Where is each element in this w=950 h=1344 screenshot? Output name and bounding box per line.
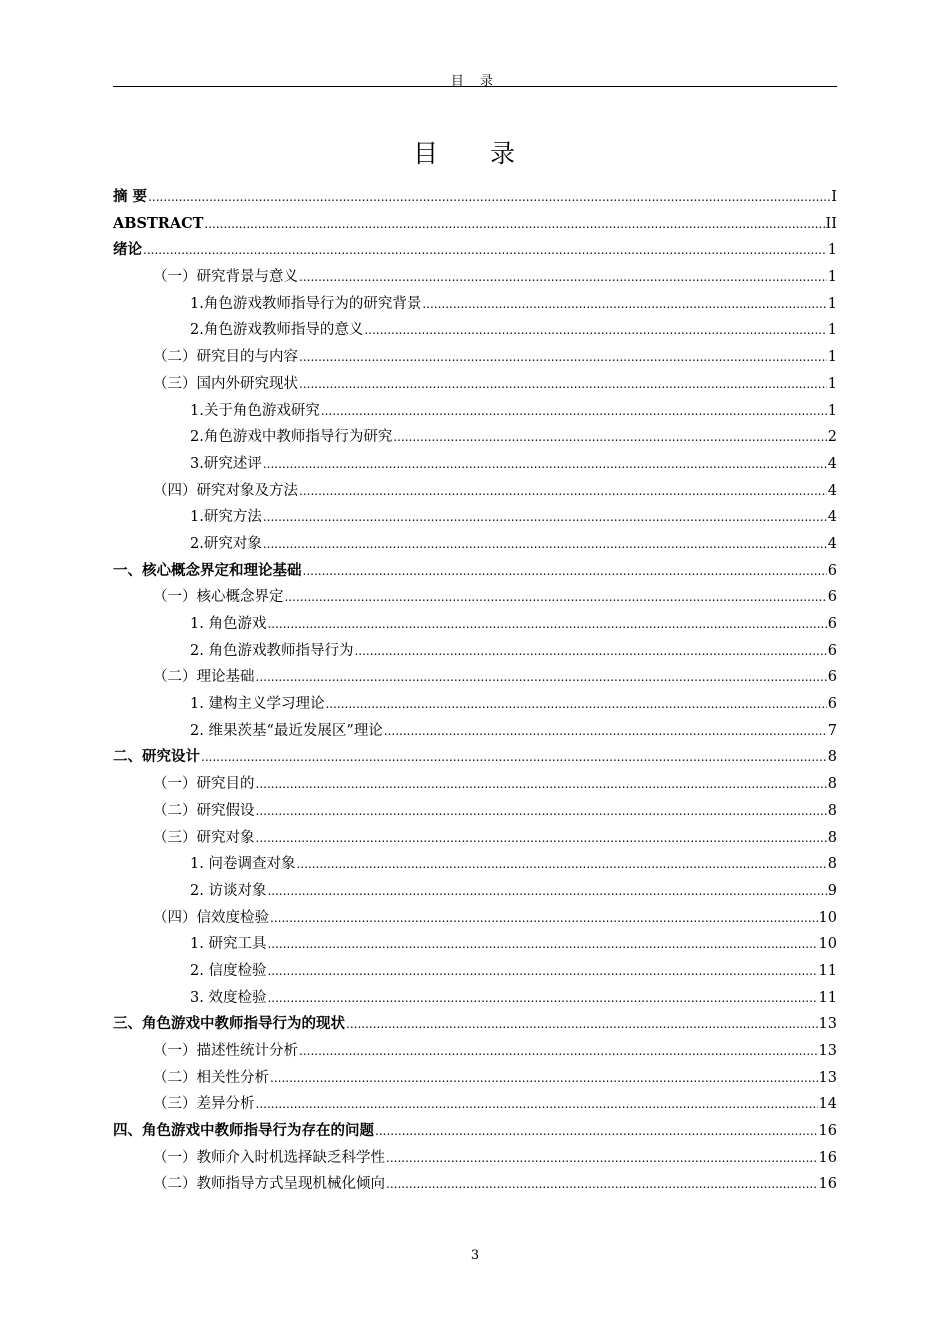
dot-leader — [384, 718, 827, 745]
toc-entry[interactable] — [113, 771, 837, 798]
toc-entry-label: （一）核心概念界定 — [153, 589, 284, 606]
page-title: 目 录 — [413, 139, 537, 168]
toc-entry-label: 1. 角色游戏 — [190, 616, 267, 632]
dot-leader — [386, 1171, 818, 1198]
toc-entry-label: （二）相关性分析 — [153, 1069, 269, 1086]
dot-leader — [267, 985, 817, 1012]
dot-leader — [270, 1065, 818, 1092]
dot-leader — [354, 638, 826, 665]
toc-entry-page: 1 — [827, 402, 837, 419]
dot-leader — [299, 478, 827, 505]
toc-entry[interactable] — [113, 1171, 837, 1198]
toc-entry[interactable] — [113, 1091, 837, 1118]
toc-entry-page: 4 — [827, 509, 837, 526]
toc-entry-label: （三）国内外研究现状 — [153, 375, 298, 392]
toc-entry-label: 1.关于角色游戏研究 — [190, 402, 320, 419]
toc-entry-page: 1 — [827, 375, 837, 392]
toc-entry[interactable] — [113, 1011, 837, 1038]
dot-leader — [148, 184, 830, 211]
toc-entry-label: （四）信效度检验 — [153, 909, 269, 926]
toc-entry-label: （一）研究目的 — [153, 776, 255, 793]
toc-entry[interactable] — [113, 398, 837, 425]
toc-entry-label: 摘 要 — [113, 188, 148, 205]
toc-entry-label: （四）研究对象及方法 — [153, 482, 298, 499]
dot-leader — [325, 691, 826, 718]
toc-entry[interactable] — [113, 1145, 837, 1172]
toc-entry[interactable] — [113, 691, 837, 718]
toc-entry-page: 8 — [827, 749, 837, 766]
toc-entry-page: 16 — [818, 1123, 837, 1140]
toc-entry[interactable] — [113, 184, 837, 211]
header-rule — [113, 86, 837, 87]
toc-entry-page: 6 — [827, 562, 837, 579]
toc-entry[interactable] — [113, 744, 837, 771]
toc-entry[interactable] — [113, 558, 837, 585]
toc-entry[interactable] — [113, 611, 837, 638]
dot-leader — [267, 931, 817, 958]
toc-entry[interactable] — [113, 451, 837, 478]
toc-entry[interactable] — [113, 264, 837, 291]
toc-entry-label: （一）描述性统计分析 — [153, 1043, 298, 1059]
toc-entry[interactable] — [113, 798, 837, 825]
toc-entry-page: 6 — [827, 669, 837, 686]
toc-entry-label: ABSTRACT — [113, 214, 204, 232]
toc-entry[interactable] — [113, 317, 837, 344]
toc-entry-page: 1 — [827, 295, 837, 312]
toc-entry[interactable] — [113, 851, 837, 878]
toc-entry[interactable] — [113, 878, 837, 905]
toc-entry-label: （一）研究背景与意义 — [153, 269, 298, 286]
toc-entry[interactable] — [113, 985, 837, 1012]
toc-entry-page: 6 — [827, 696, 837, 713]
toc-entry-label: 2. 维果茨基“最近发展区”理论 — [190, 722, 383, 739]
toc-entry[interactable] — [113, 237, 837, 264]
table-of-contents — [113, 184, 837, 1198]
dot-leader — [256, 825, 827, 852]
dot-leader — [267, 611, 826, 638]
toc-entry[interactable] — [113, 478, 837, 505]
toc-entry-page: 1 — [827, 322, 837, 339]
toc-entry-label: （一）教师介入时机选择缺乏科学性 — [153, 1149, 385, 1166]
toc-entry-page: 4 — [827, 455, 837, 472]
toc-entry-page: 9 — [827, 882, 837, 899]
toc-entry-page: 10 — [818, 909, 837, 926]
toc-entry-label: 2.研究对象 — [190, 535, 262, 552]
toc-entry-label: 2. 访谈对象 — [190, 882, 267, 899]
dot-leader — [267, 878, 826, 905]
toc-entry-label: 2.角色游戏教师指导的意义 — [190, 322, 364, 339]
toc-entry[interactable] — [113, 1038, 837, 1065]
toc-entry-page: 4 — [827, 482, 837, 499]
toc-entry[interactable] — [113, 504, 837, 531]
toc-entry-label: 2. 角色游戏教师指导行为 — [190, 642, 354, 659]
toc-entry-page: 6 — [827, 642, 837, 659]
toc-entry-page: 7 — [827, 722, 837, 739]
dot-leader — [256, 664, 827, 691]
toc-entry-label: 1. 建构主义学习理论 — [190, 696, 325, 713]
toc-entry[interactable] — [113, 825, 837, 852]
dot-leader — [303, 558, 827, 585]
toc-entry[interactable] — [113, 584, 837, 611]
toc-entry-page: 14 — [818, 1096, 837, 1113]
toc-entry[interactable] — [113, 211, 837, 238]
toc-entry[interactable] — [113, 664, 837, 691]
toc-entry-label: （二）研究目的与内容 — [153, 349, 298, 366]
dot-leader — [201, 744, 827, 771]
dot-leader — [204, 211, 824, 238]
dot-leader — [299, 371, 827, 398]
toc-entry[interactable] — [113, 718, 837, 745]
toc-entry-label: 2.角色游戏中教师指导行为研究 — [190, 429, 393, 446]
toc-entry[interactable] — [113, 905, 837, 932]
dot-leader — [263, 451, 827, 478]
toc-entry-label: 1. 问卷调查对象 — [190, 856, 296, 873]
toc-entry-page: 13 — [818, 1016, 837, 1033]
toc-entry-label: （三）研究对象 — [153, 829, 255, 846]
toc-entry-page: 11 — [818, 989, 837, 1006]
toc-entry-label: 二、研究设计 — [113, 748, 200, 766]
dot-leader — [143, 237, 827, 264]
toc-entry-page: 6 — [827, 589, 837, 606]
toc-entry-page: 13 — [818, 1043, 837, 1059]
toc-entry-label: 3. 效度检验 — [190, 989, 267, 1006]
toc-entry-label: 1. 研究工具 — [190, 936, 267, 953]
toc-entry-page: 13 — [818, 1069, 837, 1086]
dot-leader — [296, 851, 826, 878]
toc-entry-page: 16 — [818, 1176, 837, 1193]
toc-entry-label: 三、角色游戏中教师指导行为的现状 — [113, 1015, 345, 1033]
toc-entry-page: 1 — [827, 242, 837, 259]
toc-entry[interactable] — [113, 344, 837, 371]
toc-entry[interactable] — [113, 424, 837, 451]
toc-entry[interactable] — [113, 1118, 837, 1145]
running-header: 目 录 — [450, 74, 500, 89]
dot-leader — [299, 264, 827, 291]
toc-entry-page: 8 — [827, 776, 837, 793]
toc-entry-label: 一、核心概念界定和理论基础 — [113, 561, 302, 579]
dot-leader — [386, 1145, 818, 1172]
dot-leader — [321, 398, 827, 425]
dot-leader — [364, 317, 826, 344]
toc-entry-label: （三）差异分析 — [153, 1096, 255, 1113]
toc-entry-page: 8 — [827, 829, 837, 846]
toc-entry[interactable] — [113, 291, 837, 318]
toc-entry-page: 1 — [827, 349, 837, 366]
toc-entry-page: 8 — [827, 802, 837, 819]
toc-entry[interactable] — [113, 1065, 837, 1092]
toc-entry-label: （二）研究假设 — [153, 802, 255, 819]
dot-leader — [256, 771, 827, 798]
toc-entry-label: （二）教师指导方式呈现机械化倾向 — [153, 1176, 385, 1193]
toc-entry-label: 1.研究方法 — [190, 509, 262, 526]
toc-entry-label: 2. 信度检验 — [190, 962, 267, 979]
toc-entry-page: 10 — [818, 936, 837, 953]
dot-leader — [375, 1118, 818, 1145]
toc-entry[interactable] — [113, 931, 837, 958]
toc-entry-label: 四、角色游戏中教师指导行为存在的问题 — [113, 1122, 374, 1140]
dot-leader — [346, 1011, 818, 1038]
dot-leader — [422, 291, 826, 318]
dot-leader — [263, 504, 827, 531]
dot-leader — [270, 905, 818, 932]
toc-entry-page: 4 — [827, 535, 837, 552]
toc-entry[interactable] — [113, 958, 837, 985]
toc-entry-page: II — [825, 215, 837, 232]
toc-entry-page: 2 — [827, 429, 837, 446]
dot-leader — [299, 344, 827, 371]
toc-entry[interactable] — [113, 371, 837, 398]
toc-entry-label: 3.研究述评 — [190, 455, 262, 472]
dot-leader — [256, 798, 827, 825]
dot-leader — [267, 958, 817, 985]
dot-leader — [299, 1038, 818, 1065]
toc-entry-label: 绪论 — [113, 241, 142, 259]
toc-entry[interactable] — [113, 531, 837, 558]
dot-leader — [256, 1091, 818, 1118]
toc-entry-page: 16 — [818, 1149, 837, 1166]
dot-leader — [263, 531, 827, 558]
dot-leader — [393, 424, 826, 451]
page-number: 3 — [470, 1248, 480, 1263]
toc-entry-page: 6 — [827, 616, 837, 632]
toc-entry-label: （二）理论基础 — [153, 669, 255, 686]
dot-leader — [285, 584, 827, 611]
toc-entry[interactable] — [113, 638, 837, 665]
toc-entry-label: 1.角色游戏教师指导行为的研究背景 — [190, 295, 422, 312]
toc-entry-page: 11 — [818, 962, 837, 979]
toc-entry-page: I — [831, 189, 837, 205]
toc-entry-page: 1 — [827, 269, 837, 286]
toc-entry-page: 8 — [827, 856, 837, 873]
